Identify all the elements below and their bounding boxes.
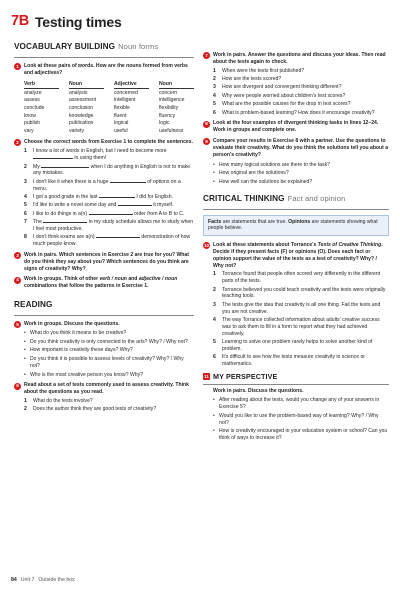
exercise-instruction: Look at these pairs of words. How are the nouns formed from verbs and adjectives? xyxy=(24,62,188,76)
exercise-instruction: Choose the correct words from Exercise 1 to complete the sentences. xyxy=(24,139,193,146)
list-item: • Do you think it is possible to assess levels of creativity? Why? / Why not? xyxy=(24,356,184,369)
divider xyxy=(14,315,194,316)
exercise-number: 3 xyxy=(14,252,21,259)
list-item: 5 What are the possible causes for the drop in test scores? xyxy=(213,101,351,108)
exercise-instruction: Look at the four examples of divergent thinking tasks in lines 12–24. Work in groups and complete one. xyxy=(213,120,379,134)
list-item: 2 Torrance believed you could teach creativity and the tests were originally teaching tools. xyxy=(213,286,386,300)
exercise-instruction: Work in groups. Think of other verb / noun and adjective / noun combinations that follow the patterns in Exercise 1. xyxy=(24,276,178,290)
exercise-number: 5 xyxy=(14,321,21,328)
answer-blank[interactable] xyxy=(110,182,146,183)
exercise-number: 11 xyxy=(204,373,209,379)
list-item: 3 How are divergent and convergent thinking different? xyxy=(213,84,342,91)
list-item: 2 My when I do anything in English is not to make any mistakes. xyxy=(24,163,191,177)
list-item: • How important is creativity these days? Why? xyxy=(24,347,133,354)
exercise-instruction: Look at these statements about Torrance's Tests of Creative Thinking. Decide if they present facts (F) or opinions (O). Does each fact or opinion support the value of the tests as a test of creativity? Why? / Why not? xyxy=(213,242,383,269)
list-item: 5 I'd like to write a novel some day and it myself. xyxy=(24,202,174,209)
exercise-11 xyxy=(203,372,389,382)
exercise-10 xyxy=(203,242,389,269)
word-table xyxy=(24,81,194,136)
right-column xyxy=(203,52,389,567)
list-item: 4 Why were people worried about children's test scores? xyxy=(213,92,346,99)
answer-blank[interactable] xyxy=(41,167,89,168)
exercise-4 xyxy=(14,276,194,290)
statement-list xyxy=(213,271,389,368)
question-list xyxy=(24,398,194,413)
page-title: Testing times xyxy=(34,13,122,30)
exercise-instruction: Read about a set of tests commonly used to assess creativity. Think about the questions as you read. xyxy=(24,382,189,396)
list-item: 3 The tests give the idea that creativity is all one thing. Fail the tests and you are not creative. xyxy=(213,301,381,315)
answer-blank[interactable] xyxy=(89,214,133,215)
list-item: • What do you think it means to be creative? xyxy=(24,330,127,337)
exercise-instruction: Work in pairs. Which sentences in Exercise 2 are true for you? What do you think they say about you? Which sentences do you think are signs of creativity? Why? xyxy=(24,252,189,272)
list-item: • After reading about the tests, would you change any of your answers in Exercise 5? xyxy=(213,397,380,411)
answer-blank[interactable] xyxy=(99,197,135,198)
list-item: • Who is the most creative person you know? Why? xyxy=(24,371,143,378)
exercise-8 xyxy=(203,120,389,134)
list-item: 6 I like to do things in a(n) order from A to B to C. xyxy=(24,210,185,217)
bullet-list xyxy=(14,330,194,378)
vocab-heading: VOCABULARY BUILDING Noun forms xyxy=(14,42,159,51)
reading-heading: READING xyxy=(14,300,53,310)
adjective-column: concerned intelligent flexible fluent logical useful xyxy=(114,89,138,134)
exercise-1 xyxy=(14,63,194,77)
list-item: 8 I don't think exams are a(n) demonstration of how much people know. xyxy=(24,234,191,248)
exercise-instruction: Work in pairs. Discuss the questions. xyxy=(213,387,304,394)
answer-blank[interactable] xyxy=(118,205,152,206)
list-item: 1 When were the tests first published? xyxy=(213,67,305,74)
list-item: 5 Learning to solve one problem rarely helps to solve another kind of problem. xyxy=(213,339,373,352)
list-item: 4 I got a good grade in the last I did for English. xyxy=(24,193,173,200)
unit-label: 7B xyxy=(11,13,29,30)
list-item: • Would you like to use the problem-based way of learning? Why? / Why not? xyxy=(213,412,379,426)
table-header: Noun xyxy=(69,81,104,89)
exercise-9 xyxy=(203,138,389,158)
divider xyxy=(203,384,389,385)
footer-unit: Unit 7 xyxy=(20,577,35,583)
divider xyxy=(14,57,194,58)
list-item: • How is creativity encouraged in your education system or school? Can you think of ways to increase it? xyxy=(213,428,388,442)
exercise-instruction: Work in groups. Discuss the questions. xyxy=(24,321,120,328)
exercise-number: 9 xyxy=(203,138,210,145)
exercise-2 xyxy=(14,139,194,146)
list-item: • Do you think creativity is only connected to the arts? Why? / Why not? xyxy=(24,338,188,345)
question-list xyxy=(213,68,389,117)
exercise-6 xyxy=(14,382,194,396)
exercise-3 xyxy=(14,252,194,272)
list-item: • How many logical solutions are there to the task? xyxy=(213,161,330,168)
exercise-5 xyxy=(14,321,194,328)
answer-blank[interactable] xyxy=(96,237,140,238)
verb-noun-column: analysis assessment conclusion knowledge publication variety xyxy=(69,89,97,134)
list-item: 6 What is problem-based learning? How does it encourage creativity? xyxy=(213,109,375,116)
divider xyxy=(203,209,389,210)
table-header: Noun xyxy=(159,81,194,89)
exercise-7 xyxy=(203,52,389,66)
list-item: 1 Torrance found that people often scored very differently in the different parts of the tests. xyxy=(213,271,381,285)
page-number: 84 xyxy=(11,577,17,583)
sentence-list xyxy=(24,148,194,248)
exercise-number: 2 xyxy=(14,139,21,146)
list-item: 6 It's difficult to see how the tests measure creativity in science or mathematics. xyxy=(213,354,366,368)
exercise-number: 6 xyxy=(14,383,21,390)
verb-column: analyze assess conclude know publish vary xyxy=(24,89,45,134)
list-item: 2 How are the tests scored? xyxy=(213,76,282,83)
list-item: 7 The in my study schedule allows me to study when I feel most productive. xyxy=(24,219,194,232)
answer-blank[interactable] xyxy=(43,222,87,223)
list-item: 1 I know a lot of words in English, but I need to become more in using them! xyxy=(24,148,167,162)
exercise-number: 7 xyxy=(203,52,210,59)
left-column xyxy=(14,38,194,568)
table-header: Adjective xyxy=(114,81,149,89)
page-header xyxy=(11,14,122,30)
answer-blank[interactable] xyxy=(33,158,73,159)
exercise-number: 4 xyxy=(14,277,21,284)
table-header: Verb xyxy=(24,81,59,89)
critical-thinking-heading: CRITICAL THINKING Fact and opinion xyxy=(203,193,346,203)
exercise-instruction: Work in pairs. Answer the questions and discuss your ideas. Then read about the tests again to check. xyxy=(213,52,386,65)
list-item: 1 What do the tests involve? xyxy=(24,397,93,404)
fact-opinion-box: Facts are statements that are true. Opinions are statements showing what people believe. xyxy=(203,215,389,237)
list-item: 3 I don't like it when there is a huge of options on a menu. xyxy=(24,178,181,192)
bullet-list xyxy=(203,397,389,441)
exercise-instruction: Compare your results in Exercise 8 with a partner. Use the questions to evaluate their creativity. What do you think the solutions tell you about a person's creativity? xyxy=(213,138,389,158)
exercise-number: 10 xyxy=(203,242,210,248)
exercise-number: 8 xyxy=(203,121,210,128)
list-item: 2 Does the author think they are good tests of creativity? xyxy=(24,406,157,413)
list-item: • How well can the solutions be explained? xyxy=(213,178,313,185)
bullet-list xyxy=(203,162,389,186)
footer-title: Outside the box xyxy=(38,577,75,583)
exercise-number: 1 xyxy=(14,63,21,70)
my-perspective-heading: MY PERSPECTIVE xyxy=(213,371,278,381)
list-item: 4 The way Torrance collected information about adults' creative success was to ask them to fill in a form to report what they had achieved creatively. xyxy=(213,317,380,337)
list-item: • How original are the solutions? xyxy=(213,170,289,177)
page-footer xyxy=(11,577,75,584)
adjective-noun-column: concern intelligence flexibility fluency logic usefulness xyxy=(159,89,185,134)
